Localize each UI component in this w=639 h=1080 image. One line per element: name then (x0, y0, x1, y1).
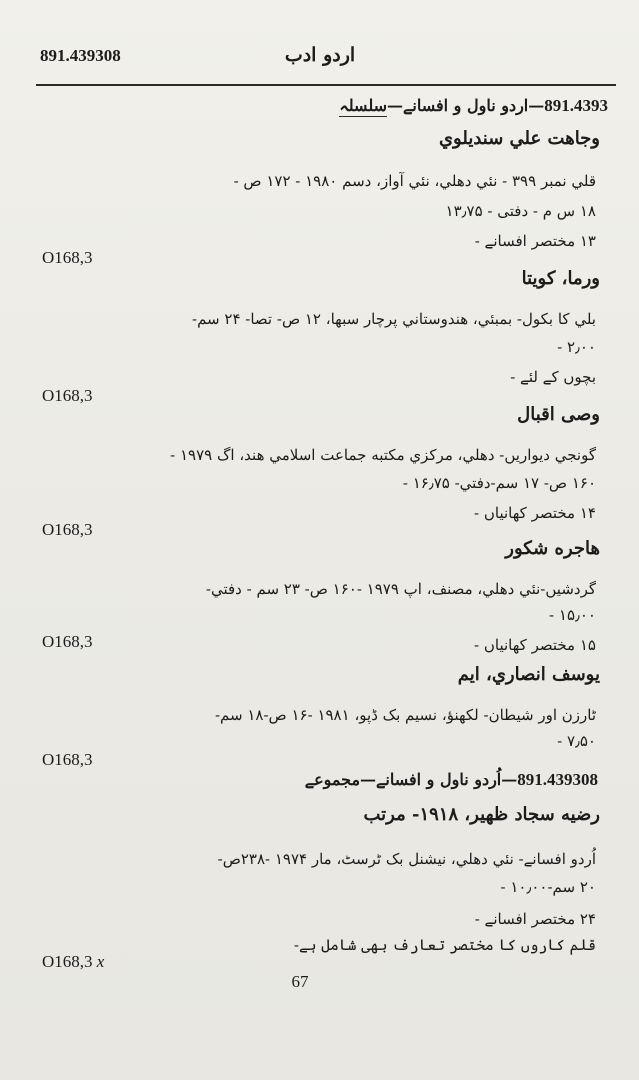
entry-line: ۱۴ مختصر کهانیاں - (474, 504, 596, 522)
entry-line: قلم کاروں کا مختصر تعارف بھی شامل ہے- (293, 936, 596, 954)
entry-line: ۱۵٫۰۰ - (549, 606, 596, 624)
entry-line: ۱۸ س م - دفتی - ۱۳٫۷۵ (445, 202, 596, 220)
entry-line: اُردو افسانے- نئي دهلي، نيشنل بک ٹرسٹ، مار ۱۹۷۴ -۲۳۸ص- (217, 850, 596, 868)
entry-line: ۷٫۵۰ - (557, 732, 596, 750)
call-number-suffix: x (96, 952, 105, 971)
entry-line: بچوں کے لئے - (510, 368, 596, 386)
section-heading-sub: سلسلہ (339, 96, 388, 115)
entry-line: گردشیں-نئي دهلي، مصنف، اپ ۱۹۷۹ -۱۶۰ ص- ۲۳ سم - دفتي- (205, 580, 596, 598)
entry-line: ۲۴ مختصر افسانے - (474, 910, 596, 928)
call-number: O168,3 (42, 632, 93, 651)
entry-line: ۲۰ سم-۱۰٫۰۰ - (500, 878, 596, 896)
entry-author: یوسف انصاري، ایم (457, 664, 600, 685)
section-heading-text: —اردو ناول و افسانے— (387, 96, 545, 115)
call-number: O168,3 (42, 248, 93, 267)
entry-author: رضیه سجاد ظهير، ۱۹۱۸- مرتب (363, 804, 600, 825)
call-number: O168,3 (42, 750, 93, 769)
page-number: 67 (291, 972, 309, 991)
entry-line: ۱۶۰ ص- ۱۷ سم-دفتي- ۱۶٫۷۵ - (402, 474, 596, 492)
header-title: اردو ادب (284, 44, 356, 66)
section-heading (230, 770, 598, 790)
header-rule (36, 84, 616, 86)
entry-line: ۱۳ مختصر افسانے - (474, 232, 596, 250)
entry-line: گونجي ديواريں- دهلي، مرکزي مکتبه جماعت اسلامي هند، اگ ۱۹۷۹ - (170, 446, 596, 464)
entry-line: ۲٫۰۰ - (557, 338, 596, 356)
entry-author: هاجره شکور (505, 538, 600, 559)
entry-author: وصی اقبال (517, 404, 600, 425)
entry-author: ورما، کویتا (521, 268, 600, 289)
section-heading (240, 96, 608, 116)
header-class-number: 891.439308 (40, 46, 121, 65)
section-class-number: 891.4393 (544, 96, 608, 115)
call-number: O168,3 (42, 386, 93, 405)
section-heading-text: —اُردو ناول و افسانے—مجموعے (304, 770, 518, 789)
call-number-text: O168,3 (42, 952, 93, 971)
entry-author: وجاهت علي سنديلوي (438, 128, 600, 149)
call-number (42, 952, 104, 972)
section-class-number: 891.439308 (517, 770, 598, 789)
entry-line: ٹارزن اور شیطان- لکھنؤ، نسیم بک ڈپو، ۱۹۸۱ -۱۶ ص-۱۸ سم- (214, 706, 596, 724)
entry-line: ۱۵ مختصر کهانیاں - (474, 636, 596, 654)
call-number: O168,3 (42, 520, 93, 539)
entry-line: قلي نمبر ۳۹۹ - نئي دهلي، نئي آواز، دسم ۱۹۸۰ - ۱۷۲ ص - (233, 172, 596, 190)
entry-line: بلي کا بکول- بمبئي، هندوستاني پرچار سبها، ۱۲ ص- تصا- ۲۴ سم- (192, 310, 596, 328)
